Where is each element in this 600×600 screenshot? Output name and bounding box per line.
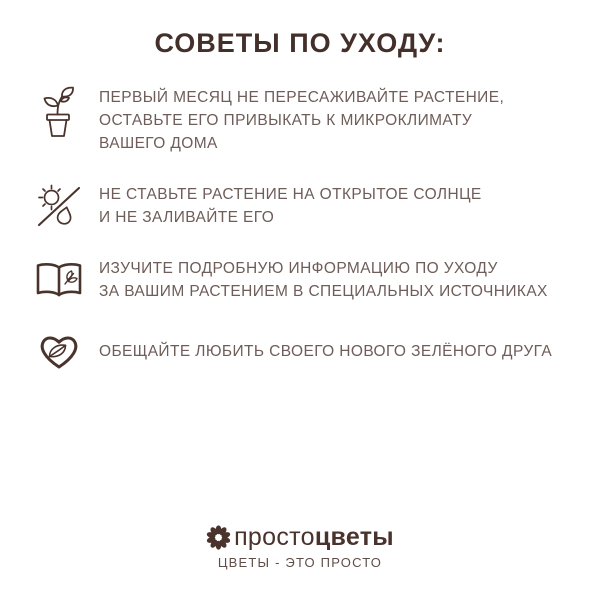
tips-list — [34, 86, 572, 399]
tip-text — [99, 257, 548, 303]
brand-name-prefix: просто — [234, 523, 315, 551]
tip-text — [99, 340, 552, 363]
tip-line: ЗА ВАШИМ РАСТЕНИЕМ В СПЕЦИАЛЬНЫХ ИСТОЧНИКАХ — [99, 283, 548, 300]
tip-line: ИЗУЧИТЕ ПОДРОБНУЮ ИНФОРМАЦИЮ ПО УХОДУ — [99, 260, 498, 277]
brand-name — [234, 523, 394, 552]
brand-tagline: ЦВЕТЫ - ЭТО ПРОСТО — [217, 555, 383, 570]
tip-item-no-sun — [34, 183, 572, 229]
page-title: СОВЕТЫ ПО УХОДУ: — [154, 28, 446, 58]
tip-line: ВАШЕГО ДОМА — [99, 135, 218, 152]
tip-line: ПЕРВЫЙ МЕСЯЦ НЕ ПЕРЕСАЖИВАЙТЕ РАСТЕНИЕ, — [99, 89, 505, 106]
tip-text — [99, 86, 504, 155]
tip-line: ОБЕЩАЙТЕ ЛЮБИТЬ СВОЕГО НОВОГО ЗЕЛЁНОГО ДРУГА — [99, 342, 553, 360]
flower-logo-icon — [206, 525, 231, 550]
no-sun-no-overwatering-icon — [34, 183, 84, 229]
tip-line: НЕ СТАВЬТЕ РАСТЕНИЕ НА ОТКРЫТОЕ СОЛНЦЕ — [99, 186, 482, 203]
tip-item-read-info — [34, 257, 572, 303]
tip-line: И НЕ ЗАЛИВАЙТЕ ЕГО — [99, 209, 275, 226]
brand-name-suffix: цветы — [314, 523, 394, 551]
open-book-icon — [34, 261, 84, 299]
heart-with-leaf-icon — [34, 331, 84, 371]
tip-item-love-plant — [34, 331, 572, 371]
brand-footer — [0, 523, 600, 570]
brand-logo — [0, 523, 600, 552]
tip-item-repotting — [34, 86, 572, 155]
tip-line: ОСТАВЬТЕ ЕГО ПРИВЫКАТЬ К МИКРОКЛИМАТУ — [99, 112, 473, 129]
potted-plant-icon — [34, 86, 84, 138]
tip-text — [99, 183, 482, 229]
